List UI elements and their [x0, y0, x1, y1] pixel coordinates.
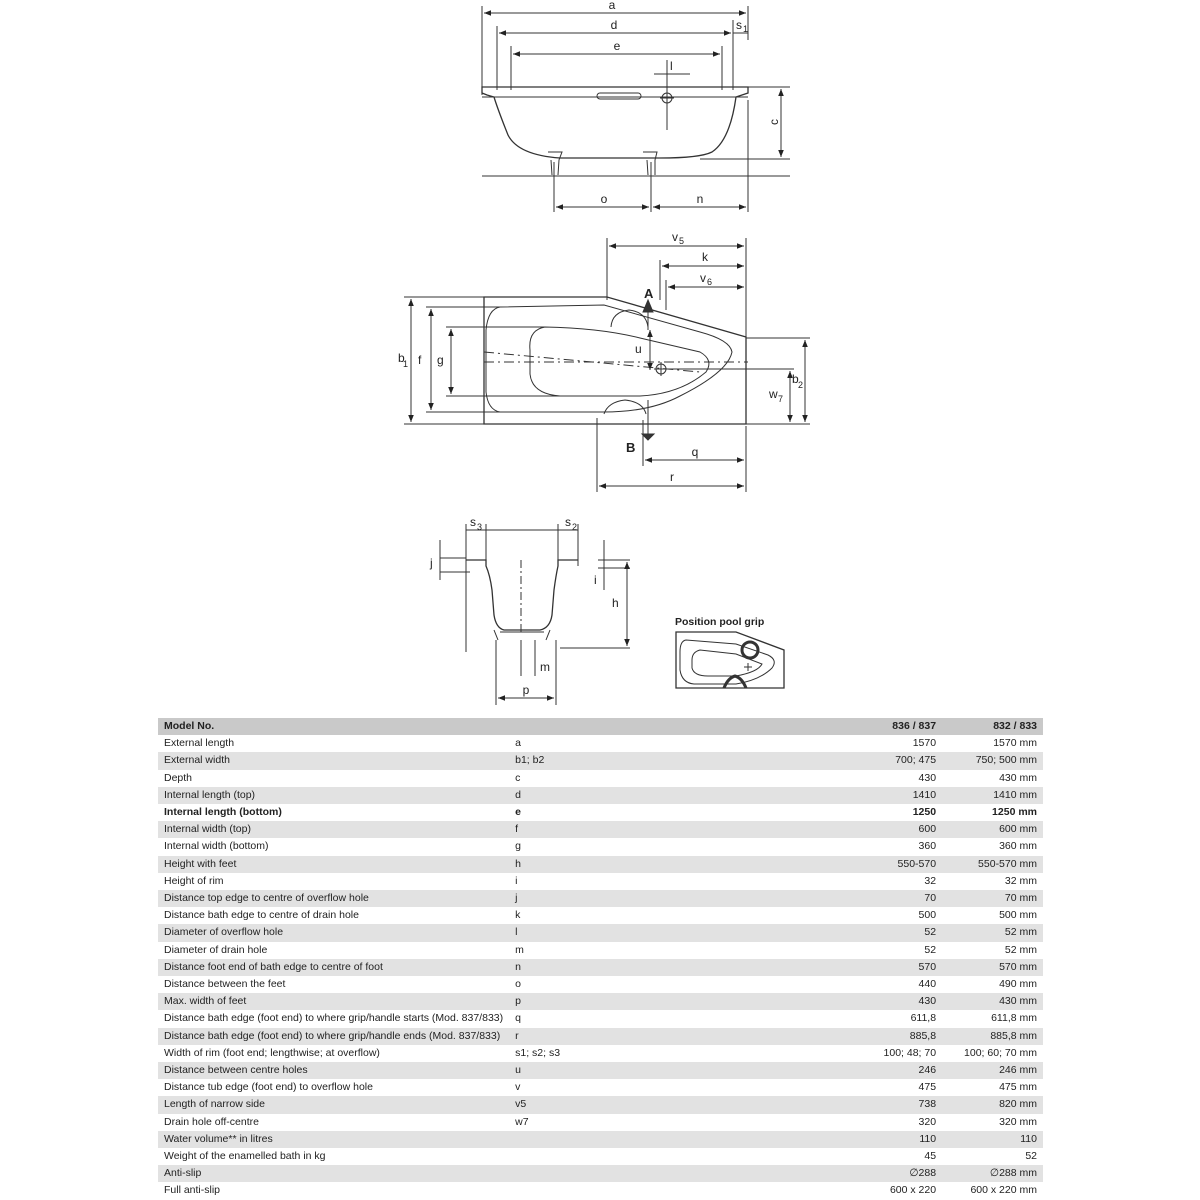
dim-label-l: l	[670, 59, 673, 73]
row-value-832-833: 32 mm	[942, 873, 1043, 890]
row-value-836-837: 360	[805, 838, 942, 855]
row-value-832-833: 570 mm	[942, 959, 1043, 976]
header-model-label: Model No.	[158, 718, 509, 735]
dim-label-n: n	[696, 192, 704, 206]
row-label: Internal width (bottom)	[158, 838, 509, 855]
table-row	[158, 1148, 1043, 1165]
row-value-836-837: 70	[805, 890, 942, 907]
row-label: Height of rim	[158, 873, 509, 890]
dim-label-b2-sub: 2	[798, 380, 804, 390]
dim-label-p: p	[522, 683, 530, 697]
dim-label-s2-sub: 2	[572, 522, 578, 532]
table-header-row	[158, 718, 1043, 735]
row-label: Full anti-slip	[158, 1182, 509, 1199]
table-row	[158, 1010, 1043, 1027]
row-symbol: o	[509, 976, 805, 993]
dim-label-q: q	[691, 445, 699, 459]
row-value-832-833: 885,8 mm	[942, 1028, 1043, 1045]
row-label: Depth	[158, 770, 509, 787]
row-value-836-837: 570	[805, 959, 942, 976]
row-label: Diameter of drain hole	[158, 942, 509, 959]
table-row	[158, 976, 1043, 993]
table-row	[158, 1165, 1043, 1182]
dim-label-s1-sub: 1	[743, 24, 749, 34]
row-value-832-833: 52 mm	[942, 942, 1043, 959]
row-label: Distance tub edge (foot end) to overflow hole	[158, 1079, 509, 1096]
header-model-col1: 836 / 837	[805, 718, 942, 735]
row-value-832-833: 820 mm	[942, 1096, 1043, 1113]
row-symbol: a	[509, 735, 805, 752]
row-value-836-837: ∅288	[805, 1165, 942, 1182]
row-value-836-837: 52	[805, 942, 942, 959]
row-value-836-837: 500	[805, 907, 942, 924]
row-label: Weight of the enamelled bath in kg	[158, 1148, 509, 1165]
row-value-836-837: 611,8	[805, 1010, 942, 1027]
row-value-836-837: 600 x 220	[805, 1182, 942, 1199]
row-value-832-833: 1410 mm	[942, 787, 1043, 804]
row-value-832-833: 100; 60; 70 mm	[942, 1045, 1043, 1062]
row-value-836-837: 550-570	[805, 856, 942, 873]
dim-label-s2: s	[565, 515, 571, 529]
dim-label-j: j	[430, 556, 433, 570]
row-symbol: p	[509, 993, 805, 1010]
row-value-836-837: 32	[805, 873, 942, 890]
row-value-836-837: 1570	[805, 735, 942, 752]
dim-label-b1-sub: 1	[403, 359, 409, 369]
row-value-832-833: 360 mm	[942, 838, 1043, 855]
row-label: Width of rim (foot end; lengthwise; at overflow)	[158, 1045, 509, 1062]
dim-label-v5: v	[672, 230, 678, 244]
side-elevation-drawing	[482, 6, 790, 212]
row-label: Drain hole off-centre	[158, 1114, 509, 1131]
row-value-832-833: 1570 mm	[942, 735, 1043, 752]
row-value-832-833: 52	[942, 1148, 1043, 1165]
dim-label-v6: v	[700, 271, 706, 285]
dim-label-s1: s	[736, 18, 742, 32]
row-value-832-833: 500 mm	[942, 907, 1043, 924]
row-label: Anti-slip	[158, 1165, 509, 1182]
row-label: Distance between centre holes	[158, 1062, 509, 1079]
row-label: Diameter of overflow hole	[158, 924, 509, 941]
row-label: Distance bath edge to centre of drain hole	[158, 907, 509, 924]
dim-label-u: u	[635, 342, 642, 356]
row-value-832-833: 70 mm	[942, 890, 1043, 907]
row-label: Water volume** in litres	[158, 1131, 509, 1148]
table-row	[158, 735, 1043, 752]
row-value-832-833: 600 mm	[942, 821, 1043, 838]
table-row	[158, 924, 1043, 941]
pool-grip-title: Position pool grip	[675, 616, 765, 628]
row-value-832-833: 1250 mm	[942, 804, 1043, 821]
table-row	[158, 770, 1043, 787]
row-value-832-833: 600 x 220 mm	[942, 1182, 1043, 1199]
section-label-a: A	[644, 286, 654, 301]
cross-section-drawing	[440, 524, 630, 705]
section-label-b: B	[626, 440, 636, 455]
row-label: Internal length (top)	[158, 787, 509, 804]
dim-label-k: k	[702, 250, 708, 264]
row-value-832-833: 110	[942, 1131, 1043, 1148]
row-value-832-833: 550-570 mm	[942, 856, 1043, 873]
row-symbol: f	[509, 821, 805, 838]
row-value-836-837: 45	[805, 1148, 942, 1165]
table-row	[158, 804, 1043, 821]
dim-label-s3: s	[470, 515, 476, 529]
row-value-836-837: 600	[805, 821, 942, 838]
header-symbol	[509, 718, 805, 735]
table-row	[158, 1028, 1043, 1045]
row-label: Height with feet	[158, 856, 509, 873]
plan-view-drawing	[404, 238, 810, 492]
row-label: Internal width (top)	[158, 821, 509, 838]
dim-label-h: h	[612, 596, 619, 610]
row-symbol	[509, 1182, 805, 1199]
row-symbol: q	[509, 1010, 805, 1027]
row-label: External length	[158, 735, 509, 752]
cross-section-labels	[429, 515, 619, 697]
row-symbol	[509, 1148, 805, 1165]
row-value-832-833: 430 mm	[942, 770, 1043, 787]
table-row	[158, 821, 1043, 838]
row-value-836-837: 430	[805, 770, 942, 787]
dim-label-f: f	[418, 353, 422, 367]
table-row	[158, 1182, 1043, 1199]
table-row	[158, 890, 1043, 907]
row-value-832-833: 490 mm	[942, 976, 1043, 993]
row-value-836-837: 440	[805, 976, 942, 993]
row-value-832-833: 52 mm	[942, 924, 1043, 941]
row-symbol: e	[509, 804, 805, 821]
specs-table	[158, 718, 1043, 1200]
row-value-836-837: 320	[805, 1114, 942, 1131]
dim-label-m: m	[540, 660, 550, 674]
row-label: Length of narrow side	[158, 1096, 509, 1113]
row-value-832-833: 750; 500 mm	[942, 752, 1043, 769]
row-symbol: v5	[509, 1096, 805, 1113]
header-model-col2: 832 / 833	[942, 718, 1043, 735]
row-symbol: k	[509, 907, 805, 924]
table-row	[158, 993, 1043, 1010]
table-row	[158, 1062, 1043, 1079]
dim-label-r: r	[670, 470, 674, 484]
side-elevation-labels	[601, 0, 781, 206]
table-row	[158, 1045, 1043, 1062]
row-label: Distance bath edge (foot end) to where grip/handle starts (Mod. 837/833)	[158, 1010, 509, 1027]
row-symbol	[509, 1131, 805, 1148]
table-row	[158, 1079, 1043, 1096]
dim-label-a: a	[608, 0, 616, 12]
row-value-836-837: 700; 475	[805, 752, 942, 769]
row-value-836-837: 1250	[805, 804, 942, 821]
row-value-832-833: 611,8 mm	[942, 1010, 1043, 1027]
row-symbol: i	[509, 873, 805, 890]
table-row	[158, 752, 1043, 769]
row-symbol: c	[509, 770, 805, 787]
row-value-832-833: 246 mm	[942, 1062, 1043, 1079]
row-value-836-837: 52	[805, 924, 942, 941]
table-row	[158, 873, 1043, 890]
row-symbol: w7	[509, 1114, 805, 1131]
row-symbol: u	[509, 1062, 805, 1079]
row-symbol: b1; b2	[509, 752, 805, 769]
row-value-836-837: 738	[805, 1096, 942, 1113]
row-symbol: r	[509, 1028, 805, 1045]
row-symbol: n	[509, 959, 805, 976]
row-value-836-837: 246	[805, 1062, 942, 1079]
dim-label-w7: w	[769, 387, 778, 401]
dim-label-e: e	[613, 39, 621, 53]
row-symbol	[509, 1165, 805, 1182]
row-value-832-833: ∅288 mm	[942, 1165, 1043, 1182]
dim-label-v6-sub: 6	[707, 277, 713, 287]
table-row	[158, 1131, 1043, 1148]
table-row	[158, 1114, 1043, 1131]
dim-label-b2: b	[792, 372, 799, 386]
row-symbol: m	[509, 942, 805, 959]
table-row	[158, 856, 1043, 873]
row-value-836-837: 110	[805, 1131, 942, 1148]
row-value-832-833: 475 mm	[942, 1079, 1043, 1096]
row-label: Distance foot end of bath edge to centre of foot	[158, 959, 509, 976]
row-label: External width	[158, 752, 509, 769]
dim-label-g: g	[437, 353, 444, 367]
table-row	[158, 959, 1043, 976]
dim-label-d: d	[610, 18, 618, 32]
dim-label-v5-sub: 5	[679, 236, 685, 246]
row-value-836-837: 885,8	[805, 1028, 942, 1045]
row-label: Distance top edge to centre of overflow hole	[158, 890, 509, 907]
row-value-836-837: 475	[805, 1079, 942, 1096]
row-value-832-833: 320 mm	[942, 1114, 1043, 1131]
dim-label-o: o	[600, 192, 608, 206]
dim-label-b1: b	[398, 351, 405, 365]
dim-label-w7-sub: 7	[778, 394, 784, 404]
row-symbol: d	[509, 787, 805, 804]
row-symbol: g	[509, 838, 805, 855]
row-value-836-837: 430	[805, 993, 942, 1010]
dim-label-s3-sub: 3	[477, 522, 483, 532]
table-row	[158, 907, 1043, 924]
table-row	[158, 787, 1043, 804]
pool-grip-drawing	[676, 632, 784, 688]
dim-label-i: i	[594, 573, 597, 587]
row-symbol: h	[509, 856, 805, 873]
row-label: Distance bath edge (foot end) to where grip/handle ends (Mod. 837/833)	[158, 1028, 509, 1045]
row-value-832-833: 430 mm	[942, 993, 1043, 1010]
row-value-836-837: 1410	[805, 787, 942, 804]
row-symbol: j	[509, 890, 805, 907]
row-label: Max. width of feet	[158, 993, 509, 1010]
row-symbol: s1; s2; s3	[509, 1045, 805, 1062]
table-row	[158, 1096, 1043, 1113]
row-label: Internal length (bottom)	[158, 804, 509, 821]
table-row	[158, 838, 1043, 855]
row-label: Distance between the feet	[158, 976, 509, 993]
table-row	[158, 942, 1043, 959]
plan-view-labels	[398, 230, 803, 484]
row-symbol: v	[509, 1079, 805, 1096]
row-symbol: l	[509, 924, 805, 941]
dim-label-c: c	[767, 119, 781, 125]
row-value-836-837: 100; 48; 70	[805, 1045, 942, 1062]
